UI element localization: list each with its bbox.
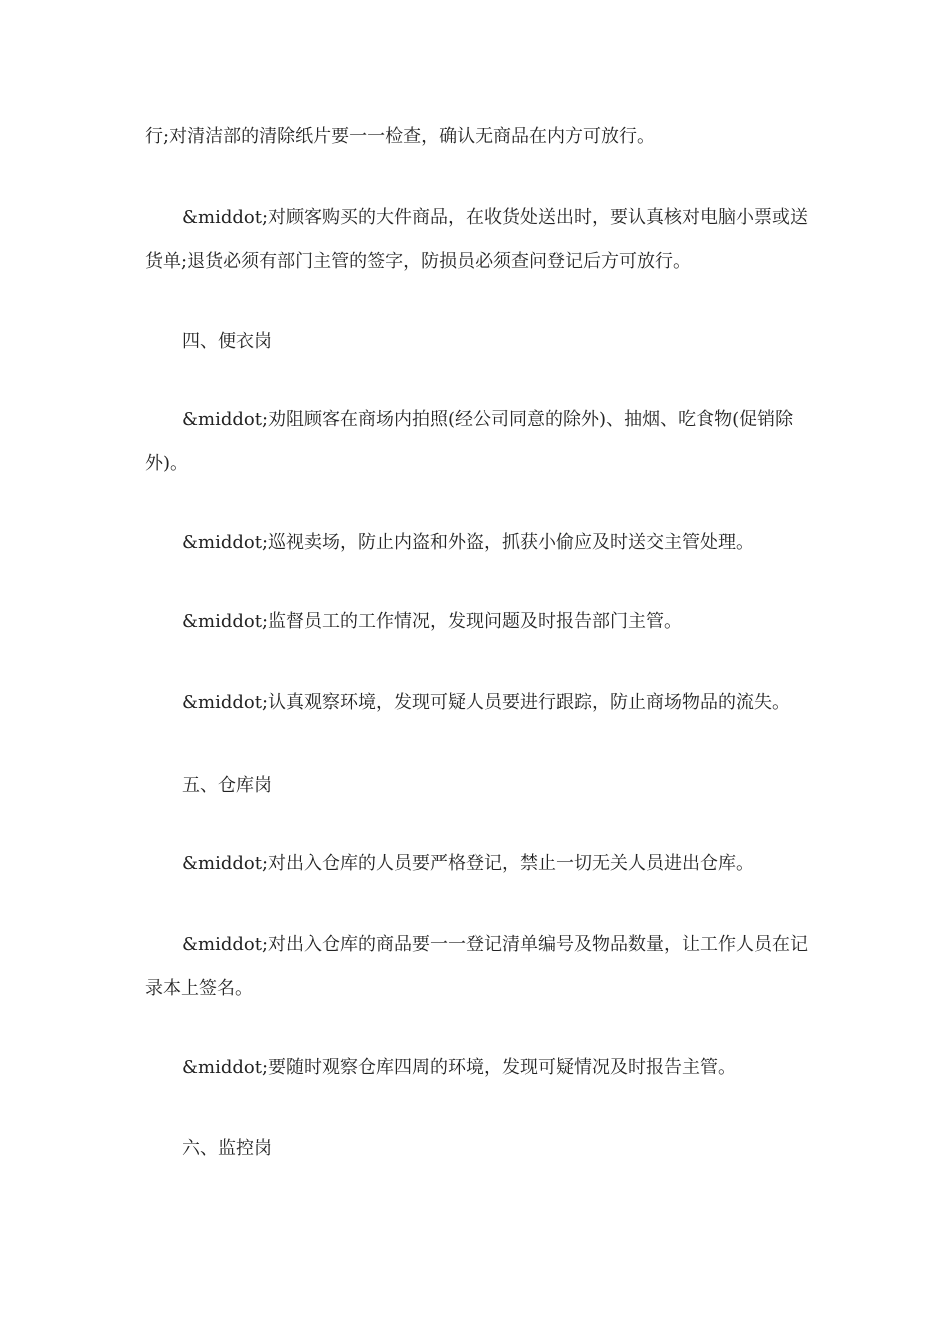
section-heading-plainclothes: 四、便衣岗 [182, 331, 272, 352]
paragraph-register-personnel: &middot;对出入仓库的人员要严格登记，禁止一切无关人员进出仓库。 [182, 853, 755, 874]
paragraph-supervise-staff: &middot;监督员工的工作情况，发现问题及时报告部门主管。 [182, 611, 683, 632]
section-heading-warehouse: 五、仓库岗 [182, 775, 272, 796]
paragraph-watch-warehouse: &middot;要随时观察仓库四周的环境，发现可疑情况及时报告主管。 [182, 1057, 737, 1078]
section-heading-monitoring: 六、监控岗 [182, 1138, 272, 1159]
paragraph-dissuade-customers: &middot;劝阻顾客在商场内拍照(经公司同意的除外)、抽烟、吃食物(促销除外)。 [145, 409, 794, 474]
paragraph-continuation: 行;对清洁部的清除纸片要一一检查，确认无商品在内方可放行。 [145, 126, 656, 147]
paragraph-register-goods: &middot;对出入仓库的商品要一一登记清单编号及物品数量，让工作人员在记录本上签名。 [145, 934, 809, 999]
paragraph-bulk-goods: &middot;对顾客购买的大件商品，在收货处送出时，要认真核对电脑小票或送货单;退货必须有部门主管的签字，防损员必须查问登记后方可放行。 [145, 207, 809, 272]
paragraph-patrol: &middot;巡视卖场，防止内盗和外盗，抓获小偷应及时送交主管处理。 [182, 532, 755, 553]
paragraph-observe-environment: &middot;认真观察环境，发现可疑人员要进行跟踪，防止商场物品的流失。 [182, 692, 791, 713]
